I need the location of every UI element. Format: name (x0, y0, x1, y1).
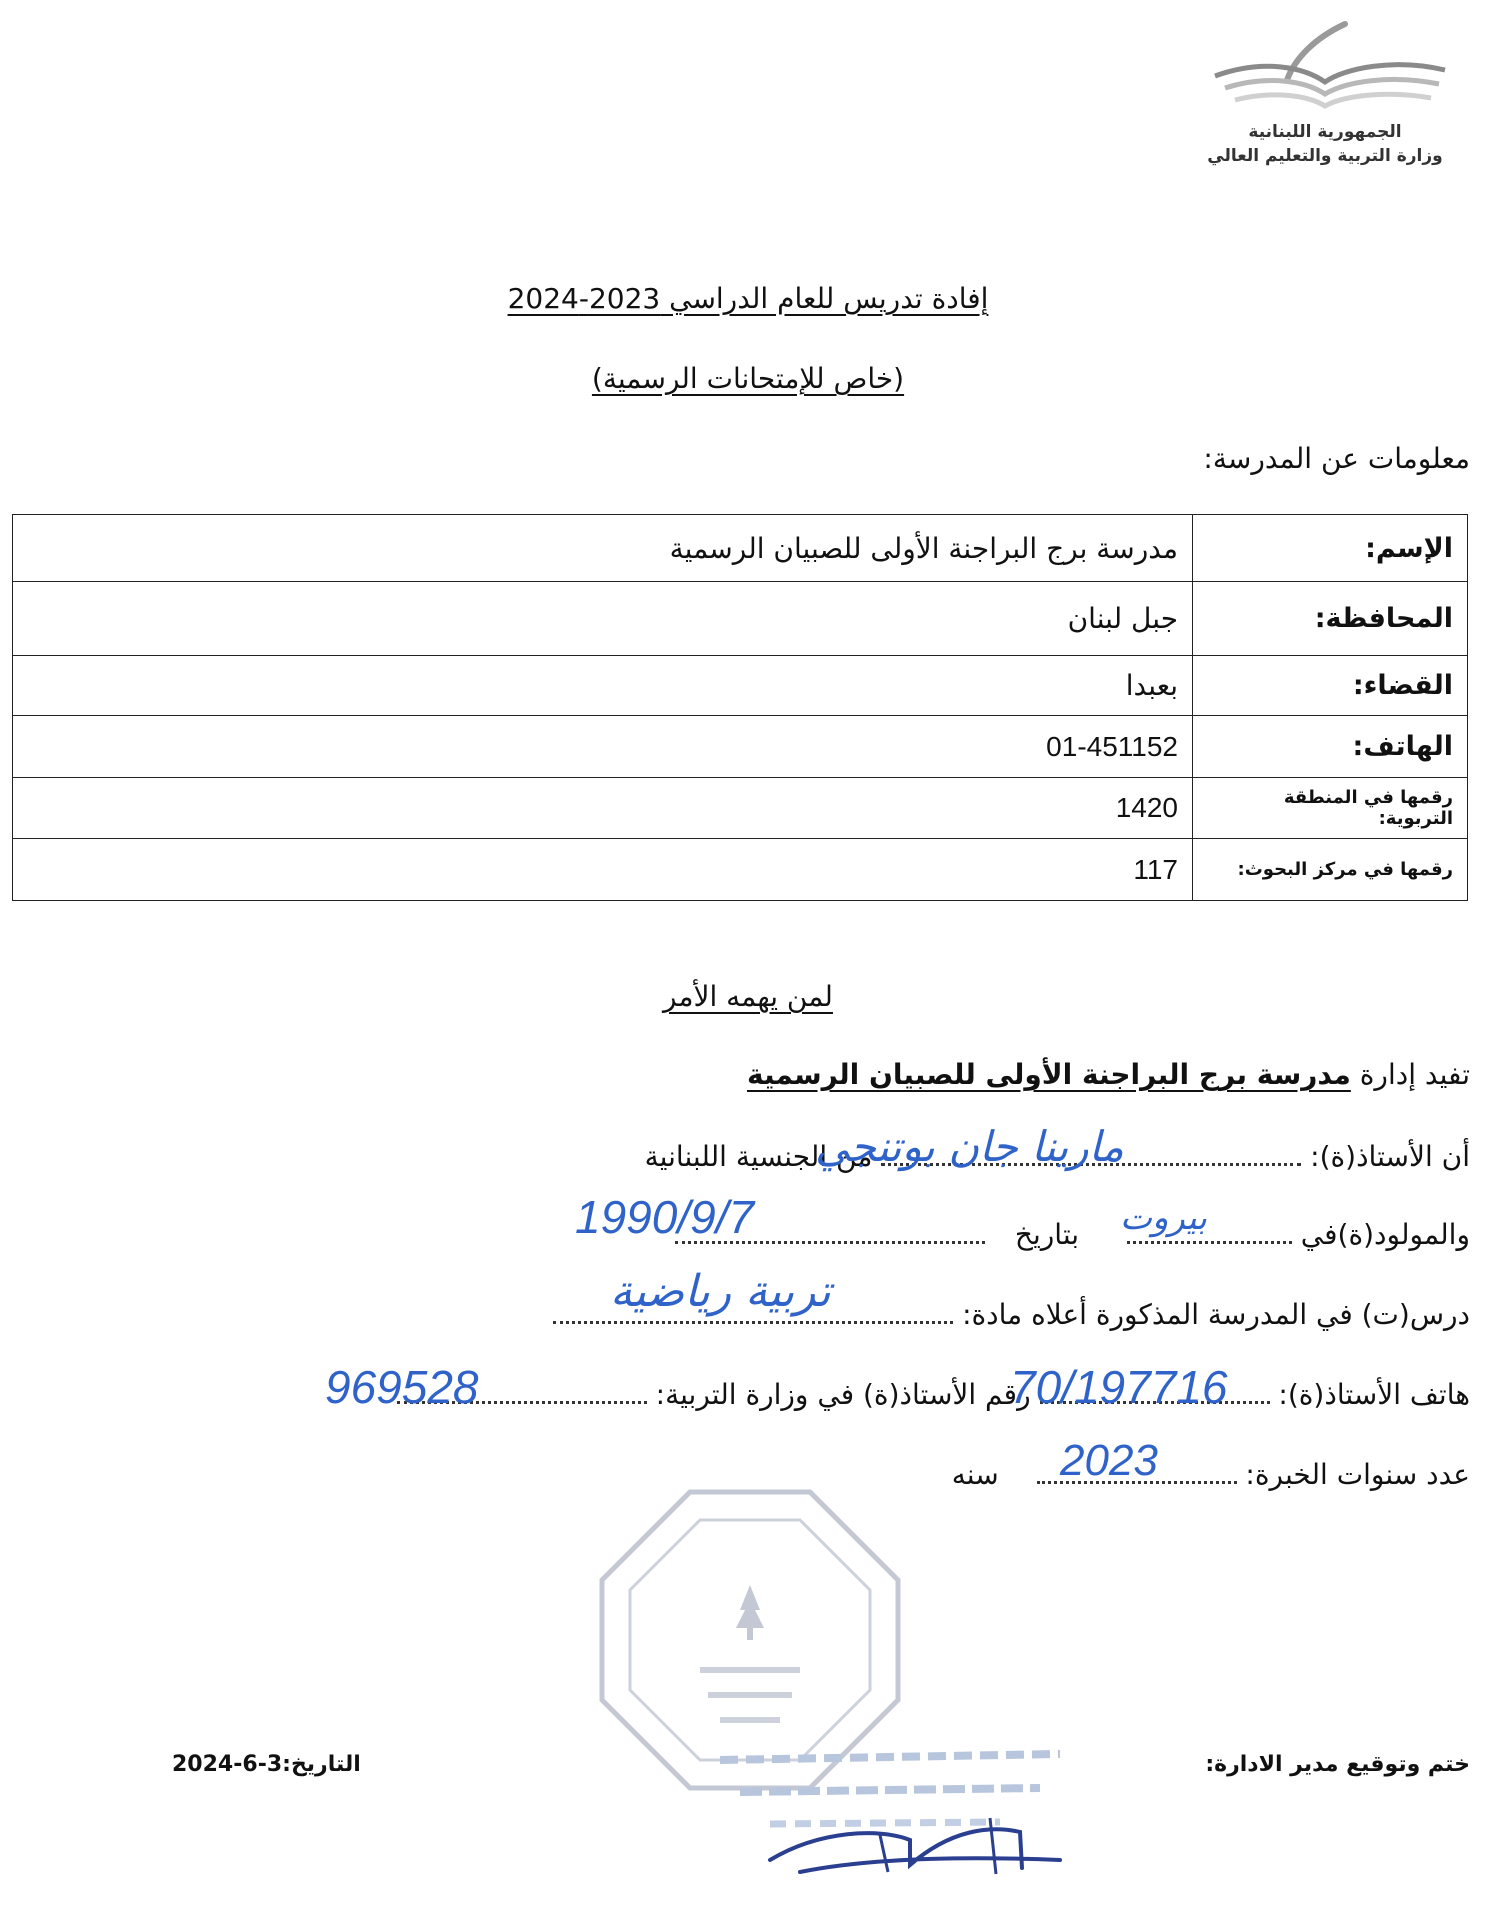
handwritten-teacher-name: مارينا جان بوتنجي (815, 1122, 1124, 1171)
edu-region-number-label: رقمها في المنطقة التربوية: (1193, 778, 1468, 839)
school-info-table (12, 514, 1468, 901)
director-signature (760, 1810, 1080, 1890)
table-row (13, 778, 1468, 839)
table-row (13, 515, 1468, 582)
years-unit: سنه (951, 1458, 999, 1491)
table-row (13, 716, 1468, 778)
intro-school-name: مدرسة برج البراجنة الأولى للصبيان الرسمية (746, 1058, 1351, 1091)
teacher-label: أن الأستاذ(ة): (1310, 1140, 1470, 1173)
ministry-number-label: رقم الأستاذ(ة) في وزارة التربية: (655, 1378, 1031, 1411)
governorate-label: المحافظة: (1193, 582, 1468, 656)
table-row (13, 582, 1468, 656)
school-section-label: معلومات عن المدرسة: (1203, 442, 1470, 475)
country-name: الجمهورية اللبنانية (1248, 122, 1402, 142)
birth-line (675, 1218, 1470, 1251)
table-row (13, 656, 1468, 716)
district-label: القضاء: (1193, 656, 1468, 716)
handwritten-subject: تربية رياضية (610, 1266, 831, 1317)
document-subtitle (0, 362, 1496, 395)
handwritten-teacher-phone: 969528 (325, 1361, 479, 1413)
document-date-label: التاريخ: (282, 1752, 361, 1777)
intro-prefix: تفيد إدارة (1359, 1058, 1470, 1091)
born-label: والمولود(ة)في (1300, 1218, 1470, 1251)
document-title-text: إفادة تدريس للعام الدراسي 2023-2024 (507, 282, 989, 315)
ministry-header (1180, 120, 1470, 168)
document-date (172, 1752, 361, 1777)
date-label: بتاريخ (1014, 1218, 1080, 1251)
name-value: مدرسة برج البراجنة الأولى للصبيان الرسمية (13, 515, 1193, 582)
research-center-number-label: رقمها في مركز البحوث: (1193, 839, 1468, 901)
handwritten-birthplace: بيروت (1120, 1198, 1207, 1238)
phone-label: الهاتف: (1193, 716, 1468, 778)
letter-heading-text: لمن يهمه الأمر (663, 980, 833, 1013)
governorate-value: جبل لبنان (13, 582, 1193, 656)
document-subtitle-text: (خاص للإمتحانات الرسمية) (591, 362, 905, 395)
research-center-number-value: 117 (13, 839, 1193, 901)
intro-line (747, 1058, 1470, 1091)
handwritten-ministry-number: 70/197716 (1010, 1361, 1228, 1413)
experience-line (952, 1458, 1470, 1491)
letter-heading (0, 980, 1496, 1013)
nationality-text: من الجنسية اللبنانية (644, 1140, 873, 1173)
name-label: الإسم: (1193, 515, 1468, 582)
ministry-name: وزارة التربية والتعليم العالي (1207, 146, 1443, 166)
table-row (13, 839, 1468, 901)
document-date-value: 3-6-2024 (172, 1752, 283, 1777)
handwritten-birth-date: 1990/9/7 (575, 1191, 755, 1243)
teacher-phone-label: هاتف الأستاذ(ة): (1278, 1378, 1470, 1411)
handwritten-experience-years: 2023 (1060, 1436, 1158, 1485)
edu-region-number-value: 1420 (13, 778, 1193, 839)
phone-value: 01-451152 (13, 716, 1193, 778)
ministry-logo (1195, 18, 1455, 118)
director-signature-label: ختم وتوقيع مدير الادارة: (1205, 1752, 1470, 1777)
district-value: بعبدا (13, 656, 1193, 716)
phone-line (397, 1378, 1470, 1411)
taught-label: درس(ت) في المدرسة المذكورة أعلاه مادة: (962, 1298, 1470, 1331)
document-title (0, 282, 1496, 315)
years-label: عدد سنوات الخبرة: (1245, 1458, 1470, 1491)
